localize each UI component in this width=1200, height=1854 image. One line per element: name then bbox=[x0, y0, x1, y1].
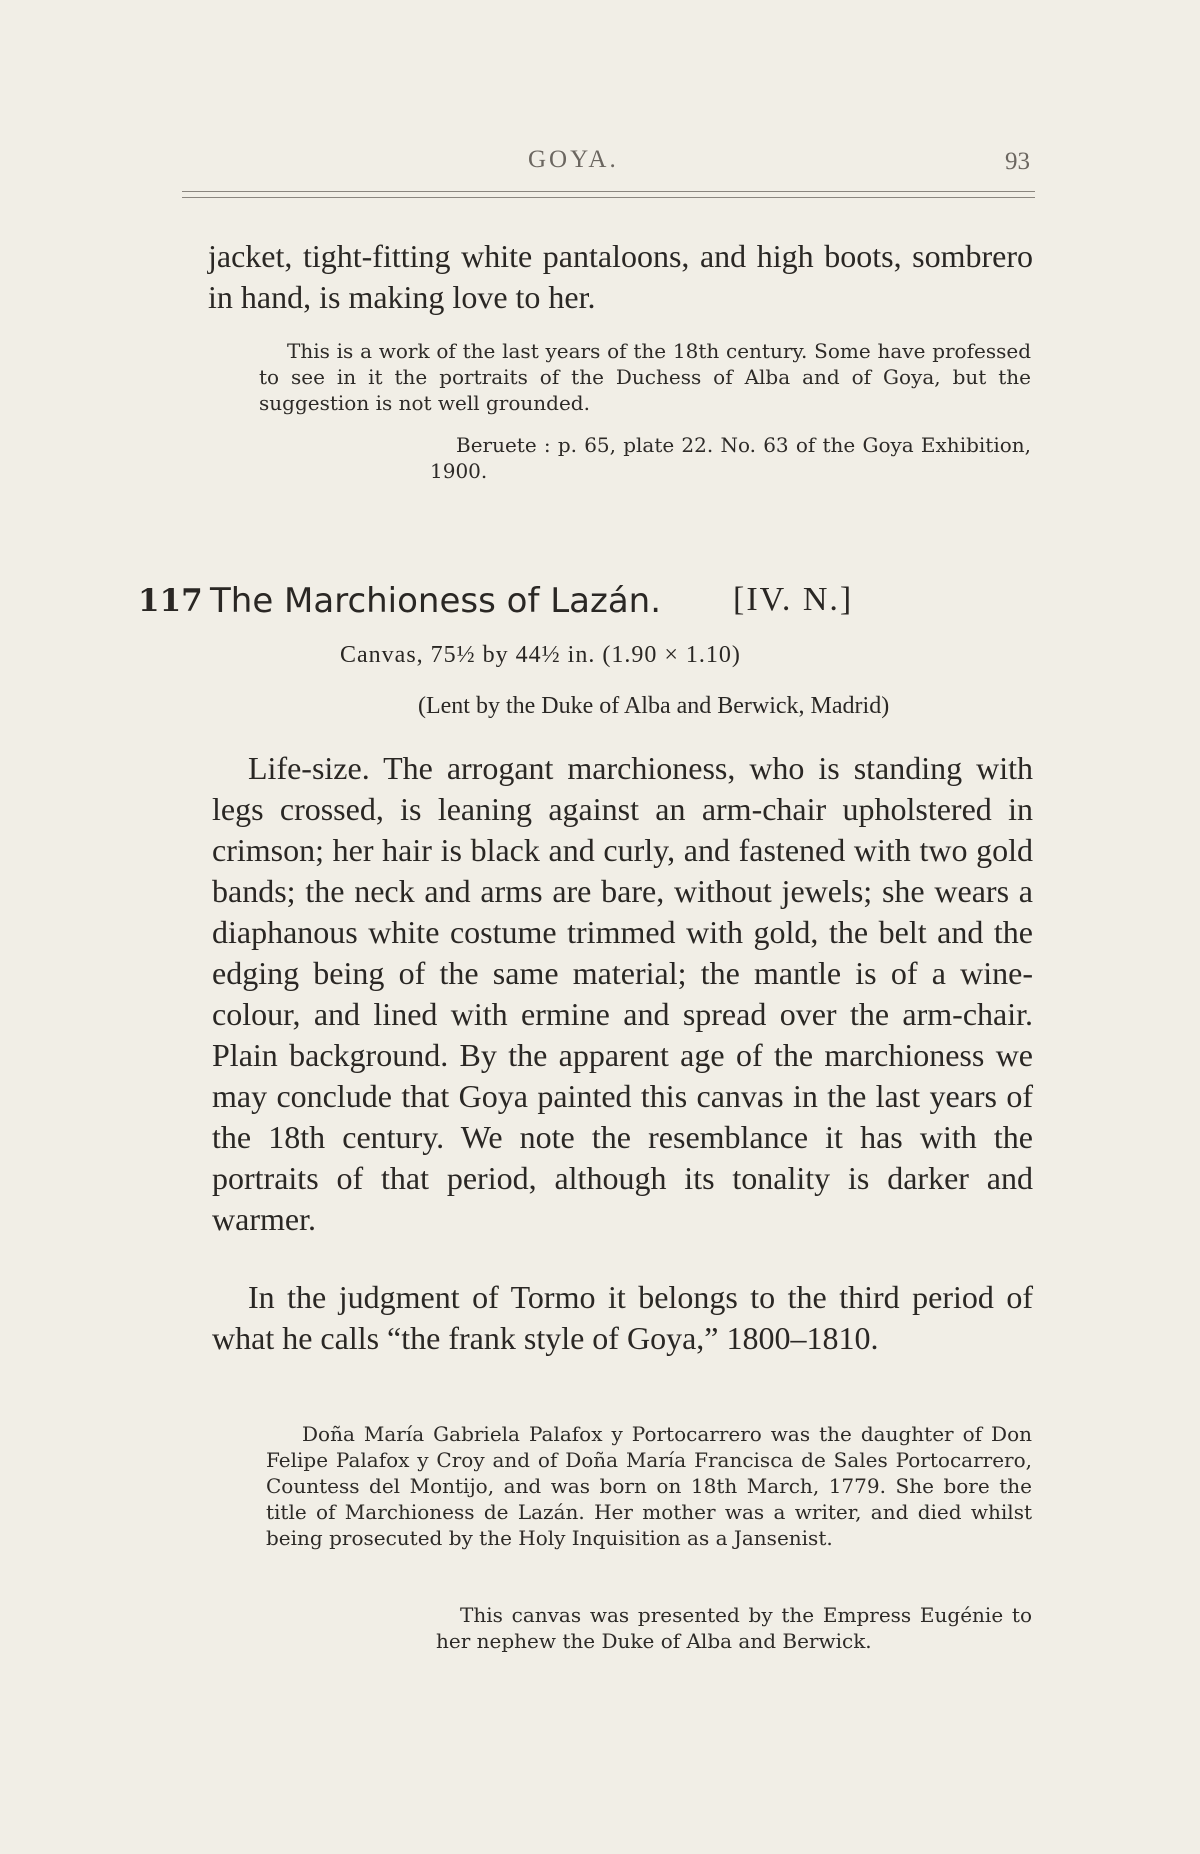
entry-dimensions: Canvas, 75½ by 44½ in. (1.90 × 1.10) bbox=[340, 642, 741, 668]
header-rule-secondary bbox=[182, 197, 1035, 198]
entry-location: [IV. N.] bbox=[733, 581, 854, 618]
entry-description: Life-size. The arrogant marchioness, who is standing with legs crossed, is leaning against an arm-chair upholstered in crimson; her hair is black and curly, and fastened with two gold bands; the neck and arms are bare, without jewels; she wears a diaphanous white costume trimmed with gold, the belt and the edging being of the same material; the mantle is of a wine-colour, and lined with ermine and spread over the arm-chair. Plain background. By the apparent age of the marchioness we may conclude that Goya painted this canvas in the last years of the 18th century. We note the resemblance it has with the portraits of that period, although its tonality is darker and warmer. bbox=[212, 750, 1033, 1237]
page-number: 93 bbox=[1005, 148, 1030, 175]
running-head: GOYA. bbox=[528, 146, 619, 173]
continuation-reference: Beruete : p. 65, plate 22. No. 63 of the Goya Exhibition, 1900. bbox=[430, 433, 1031, 483]
entry-biography: Doña María Gabriela Palafox y Portocarrero was the daughter of Don Felipe Palafox y Croy and of Doña María Francisca de Sales Portocarrero, Countess del Montijo, and was born on 18th March, 1779. She bore the title of Marchioness de Lazán. Her mother was a writer, and died whilst being prosecuted by the Holy Inquisition as a Jansenist. bbox=[266, 1422, 1032, 1550]
entry-number: 117 bbox=[138, 583, 203, 619]
entry-lender: (Lent by the Duke of Alba and Berwick, Madrid) bbox=[418, 693, 890, 719]
entry-tormo-note: In the judgment of Tormo it belongs to the third period of what he calls “the frank style of Goya,” 1800–1810. bbox=[212, 1279, 1033, 1356]
continuation-note: This is a work of the last years of the 18th century. Some have professed to see in it the portraits of the Duchess of Alba and of Goya, but the suggestion is not well grounded. bbox=[259, 339, 1031, 415]
header-rule bbox=[182, 191, 1035, 192]
entry-title: The Marchioness of Lazán. bbox=[210, 581, 662, 621]
entry-provenance: This canvas was presented by the Empress Eugénie to her nephew the Duke of Alba and Berwick. bbox=[436, 1603, 1032, 1653]
continuation-text: jacket, tight-fitting white pantaloons, and high boots, sombrero in hand, is making love to her. bbox=[208, 238, 1033, 315]
